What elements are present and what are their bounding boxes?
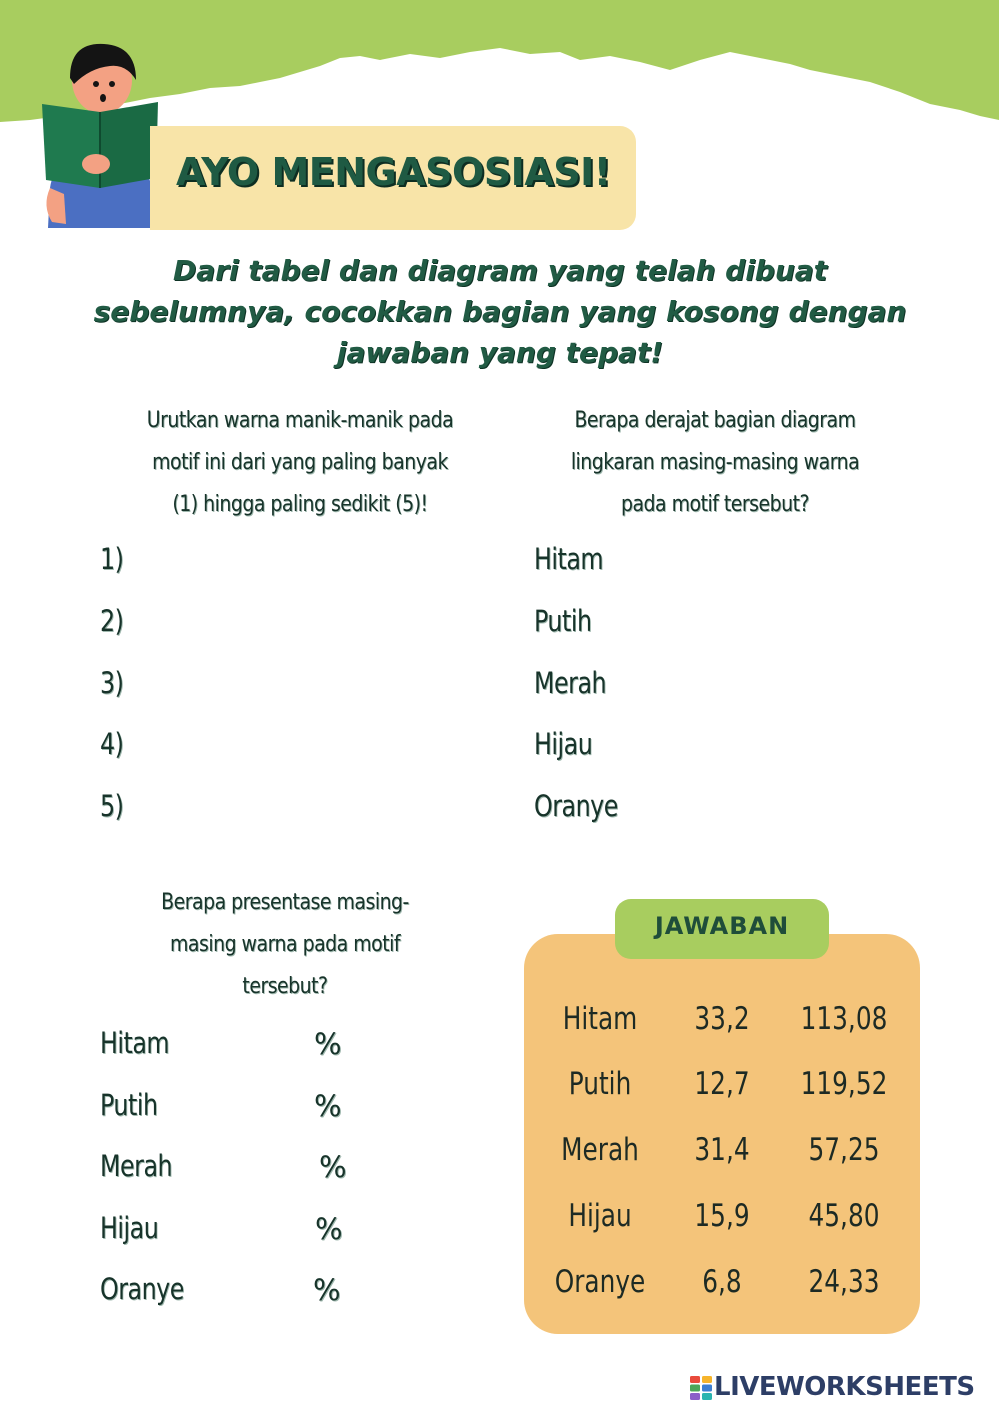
percent-sign-oranye: % — [313, 1273, 341, 1307]
question-degrees: Berapa derajat bagian diagram lingkaran masing-masing warna pada motif tersebut? — [570, 408, 860, 517]
degree-item-hijau: Hijau — [534, 727, 593, 761]
percent-sign-merah: % — [319, 1150, 347, 1184]
degree-item-putih: Putih — [534, 604, 592, 638]
percent-sign-putih: % — [314, 1089, 342, 1123]
liveworksheets-brand[interactable]: LIVEWORKSHEETS — [714, 1372, 975, 1402]
percent-item-hijau: Hijau — [100, 1211, 159, 1245]
percent-item-putih: Putih — [100, 1088, 158, 1122]
answer-label: JAWABAN — [654, 912, 790, 940]
degree-item-hitam: Hitam — [534, 542, 604, 576]
degree-item-oranye: Oranye — [534, 789, 618, 823]
percent-sign-hitam: % — [314, 1027, 342, 1061]
rank-item-3: 3) — [100, 666, 124, 700]
degree-item-merah: Merah — [534, 666, 607, 700]
percent-item-hitam: Hitam — [100, 1026, 170, 1060]
page-title: AYO MENGASOSIASI! — [176, 150, 611, 194]
question-ranking: Urutkan warna manik-manik pada motif ini dari yang paling banyak (1) hingga paling sedikit (5)! — [146, 408, 454, 517]
rank-item-1: 1) — [100, 542, 124, 576]
answer-chip-percent[interactable]: 33,2 — [694, 1001, 750, 1037]
instructions: Dari tabel dan diagram yang telah dibuat sebelumnya, cocokkan bagian yang kosong dengan jawaban yang tepat! — [93, 254, 907, 369]
answer-chip-degree[interactable]: 24,33 — [808, 1264, 880, 1300]
answer-chip-percent[interactable]: 15,9 — [694, 1198, 750, 1234]
answer-chip-percent[interactable]: 12,7 — [694, 1066, 750, 1102]
liveworksheets-logo-icon — [690, 1376, 712, 1400]
answer-chip-degree[interactable]: 113,08 — [800, 1001, 888, 1037]
answer-chip-degree[interactable]: 57,25 — [808, 1132, 880, 1168]
answer-chip-name[interactable]: Oranye — [554, 1264, 646, 1300]
answer-chip-percent[interactable]: 6,8 — [702, 1264, 742, 1300]
answer-chip-percent[interactable]: 31,4 — [694, 1132, 750, 1168]
rank-item-4: 4) — [100, 727, 124, 761]
answer-chip-degree[interactable]: 45,80 — [808, 1198, 880, 1234]
rank-item-2: 2) — [100, 604, 124, 638]
answer-chip-name[interactable]: Hijau — [568, 1198, 632, 1234]
percent-item-oranye: Oranye — [100, 1272, 184, 1306]
answer-chip-name[interactable]: Putih — [568, 1066, 632, 1102]
question-percentages: Berapa presentase masing- masing warna pada motif tersebut? — [161, 890, 409, 999]
answer-chip-name[interactable]: Merah — [561, 1132, 639, 1168]
answer-chip-name[interactable]: Hitam — [562, 1001, 638, 1037]
answer-chip-degree[interactable]: 119,52 — [800, 1066, 888, 1102]
percent-sign-hijau: % — [315, 1212, 343, 1246]
percent-item-merah: Merah — [100, 1149, 173, 1183]
reading-student-illustration — [30, 38, 170, 228]
rank-item-5: 5) — [100, 789, 124, 823]
